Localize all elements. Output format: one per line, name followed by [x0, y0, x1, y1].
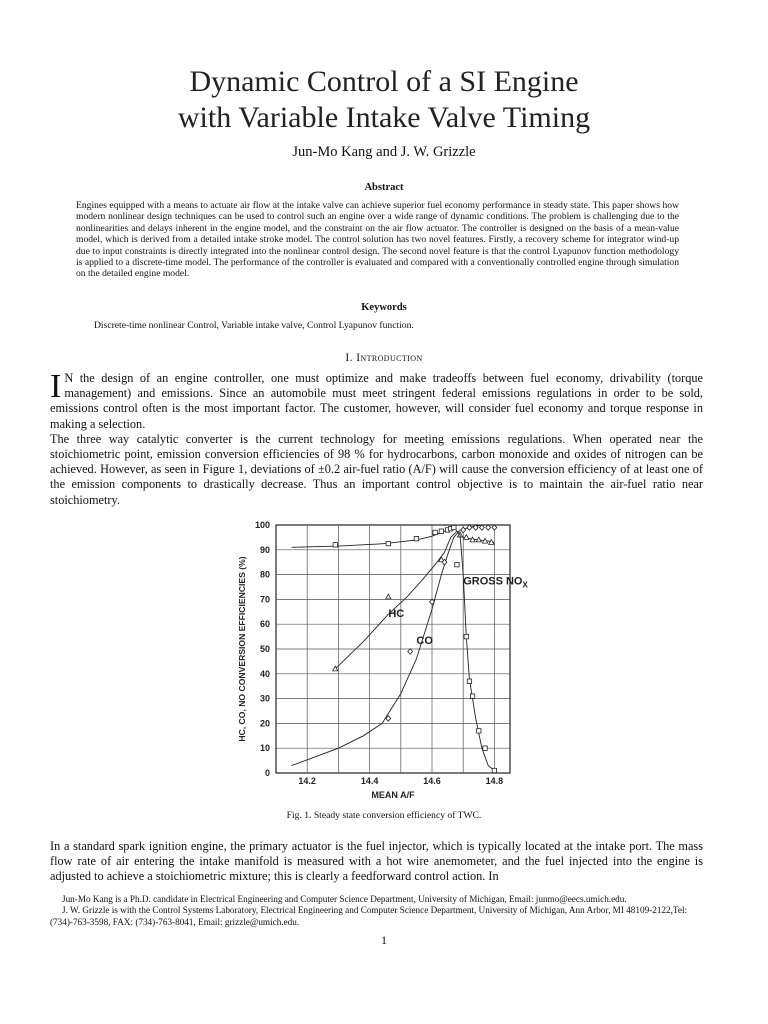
introduction-body — [50, 368, 703, 508]
y-tick-label: 10 — [259, 743, 270, 754]
series-annotation-hc: HC — [388, 607, 405, 620]
paragraph-after-figure-text: In a standard spark ignition engine, the primary actuator is the fuel injector, which is typically located at the intake port. The mass flow rate of air entering the intake manifold is measured with a hot wire anemometer, and the fuel injected into the engine is adjusted to achieve a stoichiometric mixture; this is clearly a feedforward control action. In — [50, 839, 703, 884]
data-point-nox — [439, 529, 443, 533]
data-point-nox — [483, 746, 487, 750]
y-tick-label: 90 — [259, 544, 270, 555]
section-title: Introduction — [356, 352, 423, 364]
data-point-nox — [470, 694, 474, 698]
x-tick-label: 14.2 — [298, 776, 316, 786]
data-point-hc — [464, 535, 469, 540]
data-point-nox — [477, 729, 481, 733]
author-list: Jun-Mo Kang and J. W. Grizzle — [292, 144, 476, 160]
y-tick-label: 50 — [259, 644, 270, 654]
annotation-subscript: X — [522, 580, 528, 590]
data-point-nox — [467, 679, 471, 683]
data-point-co — [408, 649, 413, 655]
data-point-nox — [386, 541, 390, 545]
x-tick-label: 14.8 — [485, 776, 504, 786]
section-heading-introduction — [0, 352, 768, 364]
y-tick-label: 80 — [259, 569, 270, 580]
y-tick-label: 40 — [259, 668, 270, 679]
data-point-hc — [386, 594, 391, 599]
y-tick-label: 60 — [259, 619, 270, 630]
y-tick-label: 20 — [259, 718, 270, 729]
y-tick-label: 70 — [259, 594, 270, 605]
paper-title — [0, 64, 768, 136]
footnote-1: Jun-Mo Kang is a Ph.D. candidate in Electrical Engineering and Computer Science Department, University of Michigan, Email: junmo@eecs.umich.edu. — [62, 894, 627, 904]
paragraph-after-figure — [50, 839, 703, 884]
x-tick-label: 14.4 — [360, 776, 379, 786]
footnote-2: J. W. Grizzle is with the Control Systems Laboratory, Electrical Engineering and Computer Science Department, University of Michigan, Ann Arbor, MI 48109-2122,Tel: (734)-763-3598, FAX: (734)-763-8041, Email: grizzle@umich.edu. — [50, 905, 688, 927]
figure-caption: Fig. 1. Steady state conversion efficiency of TWC. — [286, 810, 482, 821]
intro-paragraph-1-text: N the design of an engine controller, one must optimize and make tradeoffs between fuel economy, drivability (torque management) and emissions. Since an automobile must meet stringent federal emissions regulations in order to be sold, emissions control often is the most important factor. The customer, however, will consider fuel economy and torque response in making a selection. — [50, 371, 703, 431]
data-point-nox — [492, 768, 496, 772]
keywords-heading: Keywords — [361, 302, 407, 313]
series-annotation-gross-no: GROSS $NO_X$ — [463, 575, 528, 590]
title-line-1: Dynamic Control of a SI Engine — [189, 65, 579, 98]
y-tick-label: 0 — [264, 768, 270, 778]
x-tick-label: 14.6 — [423, 776, 441, 786]
series-line-hc — [335, 531, 494, 669]
title-line-2: with Variable Intake Valve Timing — [177, 101, 591, 134]
y-tick-label: 30 — [259, 693, 270, 704]
data-point-co — [461, 527, 466, 533]
footnotes — [50, 894, 703, 928]
page-number: 1 — [381, 933, 387, 947]
drop-cap: I — [50, 368, 62, 405]
y-tick-label: 100 — [254, 520, 270, 530]
keywords-text: Discrete-time nonlinear Control, Variable intake valve, Control Lyapunov function. — [94, 320, 414, 331]
intro-paragraph-2: The three way catalytic converter is the current technology for meeting emissions regulations. When operated near the stoichiometric point, emission conversion efficiencies of 98 % for hydrocarbons, carbon monoxide and oxides of nitrogen can be achieved. However, as seen in Figure 1, deviations of ±0.2 air-fuel ratio (A/F) will cause the conversion efficiency of at least one of the emission components to drastically decrease. Thus an important control objective is to maintain the air-fuel ratio near stoichiometry. — [50, 431, 703, 507]
abstract-text: Engines equipped with a means to actuate air flow at the intake valve can achieve superior fuel economy performance in steady state. This paper shows how modern nonlinear design techniques can be used to control such an engine over a wide range of dynamic conditions. The problem is challenging due to the nonlinearities and delays inherent in the engine model, and the constraint on the air flow actuator. The controller is designed on the basis of a mean-value model, which is derived from a detailed intake stroke model. The control solution has two novel features. Firstly, a recovery scheme for integrator wind-up due to input constraints is directly integrated into the nonlinear control design. The second novel feature is that the control Lyapunov function methodology is applied to a discrete-time model. The performance of the controller is evaluated and compared with a conventionally controlled engine through simulation on the detailed engine model. — [76, 200, 679, 280]
series-line-co — [292, 525, 495, 766]
series-annotation-co: CO — [416, 635, 433, 648]
y-axis-label: HC, CO, NO CONVERSION EFFICIENCIES (%) — [237, 556, 247, 742]
x-axis-label: MEAN A/F — [371, 790, 415, 800]
data-point-nox — [452, 525, 456, 529]
section-number: I. — [345, 352, 353, 364]
data-point-nox — [333, 543, 337, 547]
data-point-nox — [433, 530, 437, 534]
data-point-nox — [414, 536, 418, 540]
data-point-nox — [464, 634, 468, 638]
data-point-nox — [455, 562, 459, 566]
conversion-efficiency-chart — [230, 514, 530, 806]
abstract-heading: Abstract — [364, 182, 404, 193]
intro-paragraph-1 — [50, 368, 703, 432]
